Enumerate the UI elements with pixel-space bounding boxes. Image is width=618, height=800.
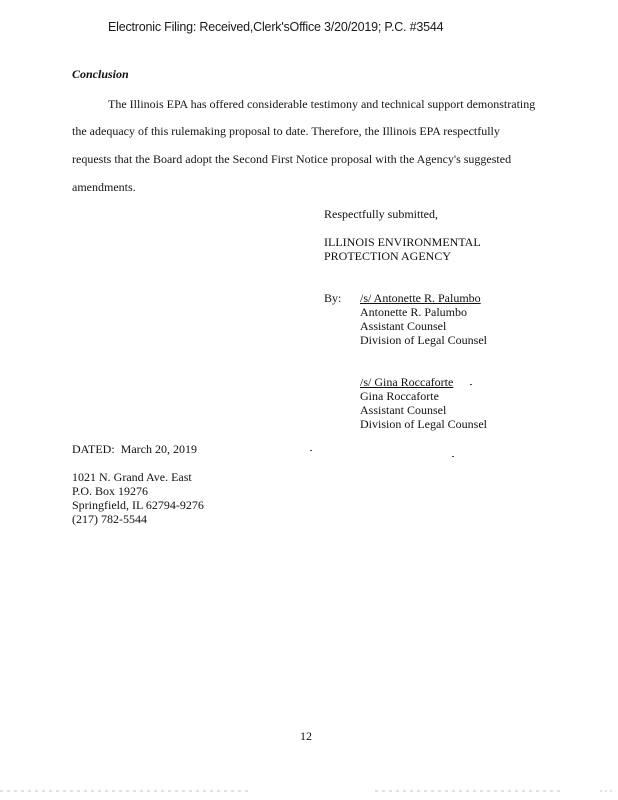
signer1-title: Assistant Counsel [360, 319, 447, 333]
conclusion-line-4: amendments. [72, 180, 136, 194]
signer2-name: Gina Roccaforte [360, 389, 439, 403]
conclusion-line-3: requests that the Board adopt the Second First Notice proposal with the Agency's suggested [72, 152, 512, 166]
scan-footer-noise [0, 789, 618, 793]
signer2-title: Assistant Counsel [360, 403, 447, 417]
by-label: By: [324, 291, 342, 305]
page-number: 12 [300, 729, 312, 743]
conclusion-line-1: The Illinois EPA has offered considerable testimony and technical support demonstrating [108, 97, 536, 111]
signer2-signature: /s/ Gina Roccaforte [360, 375, 454, 389]
signer1-block [360, 291, 487, 347]
scan-speck [452, 456, 454, 457]
address-po-box: P.O. Box 19276 [72, 484, 149, 498]
signer2-block [360, 375, 487, 431]
dated-value: March 20, 2019 [120, 442, 197, 456]
agency-name-line-2: PROTECTION AGENCY [324, 249, 452, 263]
address-street: 1021 N. Grand Ave. East [72, 470, 192, 484]
signer1-division: Division of Legal Counsel [360, 333, 487, 347]
conclusion-heading: Conclusion [72, 67, 129, 81]
dated-line [72, 442, 197, 456]
signer2-division: Division of Legal Counsel [360, 417, 487, 431]
address-phone: (217) 782-5544 [72, 512, 147, 526]
scan-speck [310, 450, 312, 451]
agency-name-line-1: ILLINOIS ENVIRONMENTAL [324, 235, 481, 249]
address-block [72, 470, 204, 526]
signer1-signature: /s/ Antonette R. Palumbo [360, 291, 481, 305]
closing-phrase: Respectfully submitted, [324, 207, 438, 221]
electronic-filing-stamp: Electronic Filing: Received,Clerk'sOffice 3/20/2019; P.C. #3544 [108, 20, 444, 34]
signer1-name: Antonette R. Palumbo [360, 305, 467, 319]
address-city: Springfield, IL 62794-9276 [72, 498, 204, 512]
scan-speck [470, 384, 472, 385]
dated-label: DATED: [72, 442, 115, 456]
conclusion-line-2: the adequacy of this rulemaking proposal to date. Therefore, the Illinois EPA respectfully [72, 124, 500, 138]
